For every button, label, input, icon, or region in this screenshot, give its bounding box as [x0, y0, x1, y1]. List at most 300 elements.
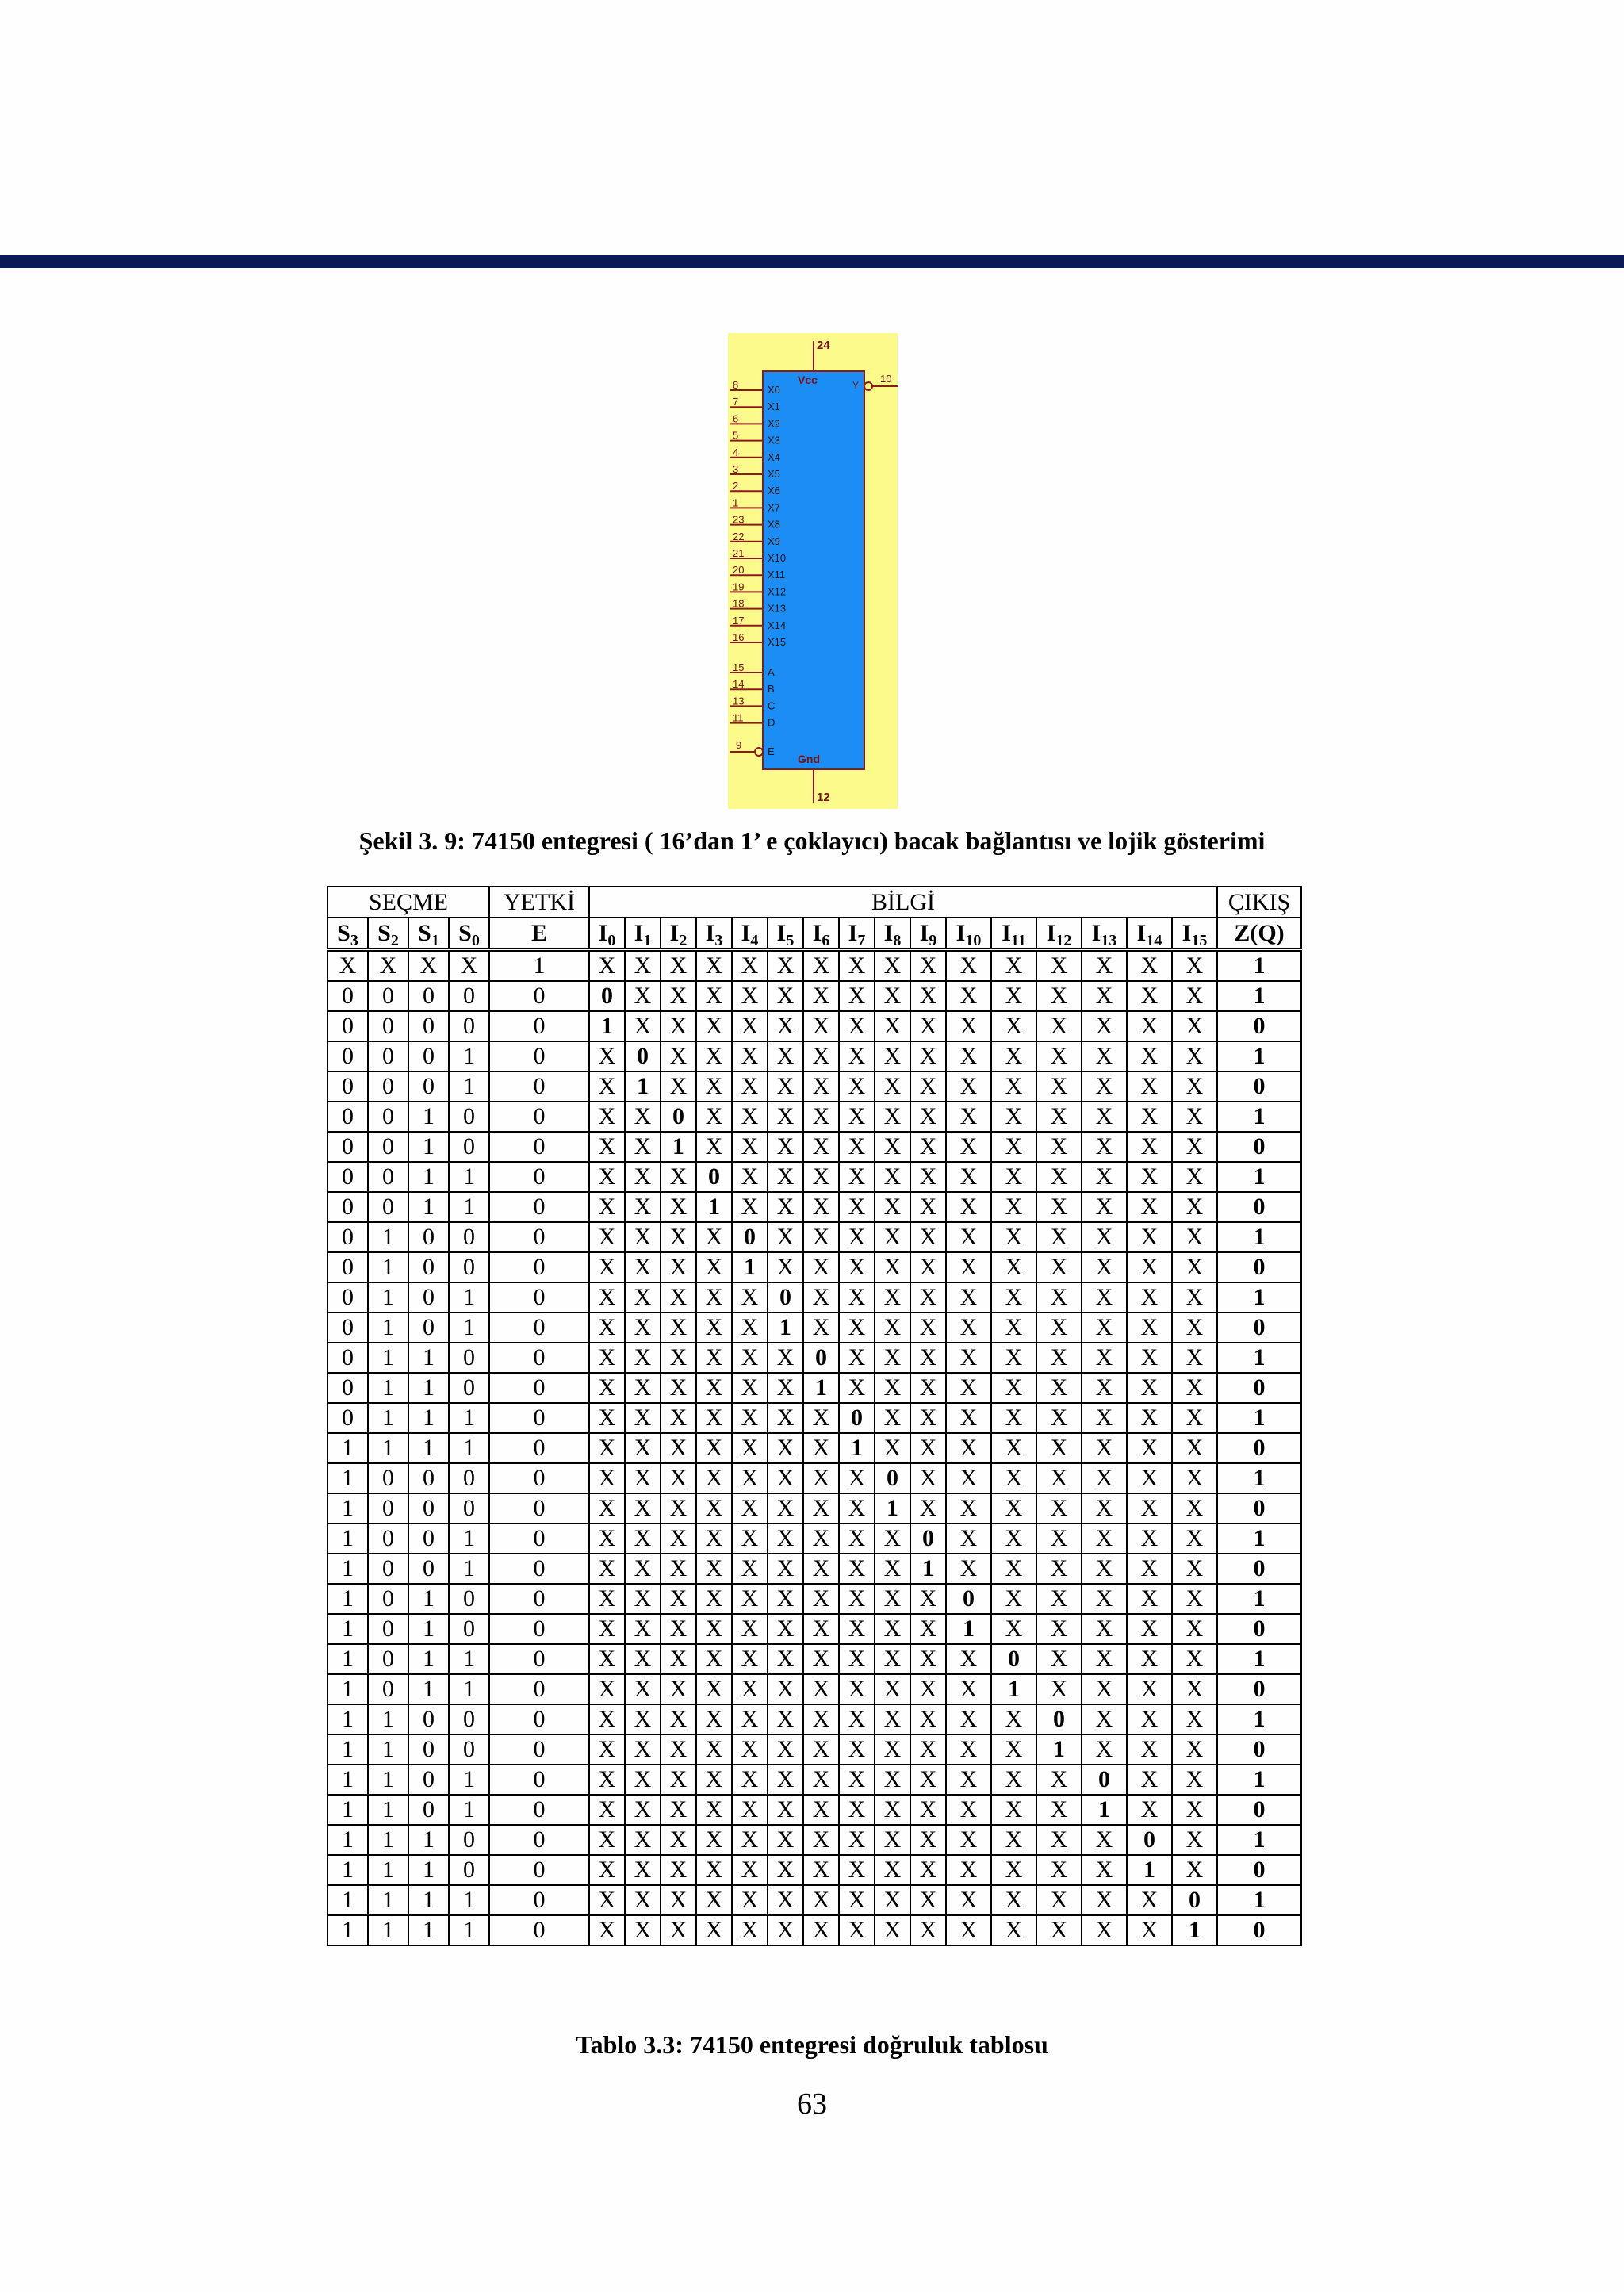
data-cell: X [625, 1524, 661, 1554]
select-cell: 1 [368, 1403, 408, 1433]
output-cell: 0 [1217, 1132, 1301, 1162]
data-cell: X [732, 1102, 768, 1132]
data-cell: 1 [1036, 1734, 1082, 1765]
data-cell: X [732, 1373, 768, 1403]
data-cell: X [661, 1282, 696, 1313]
enable-cell: 0 [489, 1765, 589, 1795]
header-i2: $I_2$ [661, 918, 696, 950]
table-row [327, 1644, 1301, 1674]
data-cell: X [991, 1795, 1036, 1825]
data-cell: X [1082, 1041, 1127, 1071]
select-cell: 1 [449, 1524, 489, 1554]
data-cell: X [1127, 1765, 1172, 1795]
data-cell: X [991, 1433, 1036, 1463]
data-pin-x1-number: 7 [733, 396, 739, 408]
data-pin-x2-label: X2 [768, 417, 780, 430]
data-cell: X [839, 950, 875, 982]
data-cell: X [910, 1282, 946, 1313]
enable-cell: 0 [489, 1222, 589, 1252]
data-cell: X [661, 1614, 696, 1644]
select-cell: 1 [449, 1765, 489, 1795]
select-cell: 0 [368, 1162, 408, 1192]
data-pin-x12-number: 19 [733, 581, 745, 593]
data-cell: X [661, 1463, 696, 1493]
data-cell: X [803, 1765, 839, 1795]
data-cell: 1 [1172, 1915, 1217, 1945]
data-cell: X [661, 1162, 696, 1192]
data-cell: X [732, 1734, 768, 1765]
output-cell: 1 [1217, 1282, 1301, 1313]
data-cell: X [910, 1102, 946, 1132]
table-row [327, 1102, 1301, 1132]
select-cell: X [408, 950, 449, 982]
data-cell: X [589, 1403, 625, 1433]
enable-cell: 0 [489, 1011, 589, 1041]
data-cell: X [839, 1132, 875, 1162]
data-cell: X [875, 1071, 910, 1102]
data-cell: X [589, 1674, 625, 1704]
output-cell: 1 [1217, 1765, 1301, 1795]
select-cell: 1 [327, 1765, 368, 1795]
enable-cell: 0 [489, 1855, 589, 1885]
data-cell: X [803, 1644, 839, 1674]
data-cell: X [875, 1282, 910, 1313]
data-cell: X [910, 1041, 946, 1071]
select-cell: 0 [449, 1373, 489, 1403]
data-cell: X [910, 1071, 946, 1102]
output-cell: 0 [1217, 1734, 1301, 1765]
data-cell: X [768, 1071, 803, 1102]
data-cell: X [1082, 1493, 1127, 1524]
data-cell: X [1036, 1373, 1082, 1403]
data-cell: X [625, 1403, 661, 1433]
select-cell: 0 [449, 1343, 489, 1373]
select-cell: 0 [368, 1524, 408, 1554]
data-cell: 1 [696, 1192, 732, 1222]
data-cell: X [1172, 1343, 1217, 1373]
table-row [327, 950, 1301, 982]
data-cell: X [803, 1433, 839, 1463]
data-cell: X [1036, 1252, 1082, 1282]
data-cell: X [1082, 1192, 1127, 1222]
data-cell: X [875, 1614, 910, 1644]
data-cell: X [1127, 1493, 1172, 1524]
data-cell: X [661, 1825, 696, 1855]
output-label: Y [852, 380, 860, 391]
data-cell: X [910, 1011, 946, 1041]
data-cell: X [803, 1162, 839, 1192]
data-cell: X [661, 1343, 696, 1373]
data-cell: X [696, 1915, 732, 1945]
data-pin-x11-label: X11 [768, 569, 786, 581]
data-cell: X [1127, 1132, 1172, 1162]
table-row [327, 1252, 1301, 1282]
select-cell: 1 [449, 1885, 489, 1915]
table-row [327, 1162, 1301, 1192]
table-row [327, 1855, 1301, 1885]
output-cell: 1 [1217, 1885, 1301, 1915]
data-pin-x11-number: 20 [733, 564, 745, 577]
vcc-pin-number: 24 [817, 339, 830, 352]
data-cell: X [1082, 1132, 1127, 1162]
data-cell: X [661, 981, 696, 1011]
data-cell: X [1172, 1282, 1217, 1313]
select-cell: 0 [449, 1825, 489, 1855]
data-cell: X [768, 1373, 803, 1403]
select-cell: 1 [408, 1915, 449, 1945]
data-cell: X [1082, 1463, 1127, 1493]
header-i13: $I_{13}$ [1082, 918, 1127, 950]
data-cell: X [589, 1041, 625, 1071]
data-cell: X [875, 1403, 910, 1433]
data-cell: X [946, 1071, 991, 1102]
select-cell: 1 [449, 1071, 489, 1102]
data-cell: X [1036, 1584, 1082, 1614]
select-cell: 0 [368, 1132, 408, 1162]
data-cell: X [732, 1463, 768, 1493]
table-row [327, 1493, 1301, 1524]
data-cell: X [625, 1825, 661, 1855]
data-cell: X [661, 1313, 696, 1343]
data-cell: X [696, 1433, 732, 1463]
data-cell: X [839, 1734, 875, 1765]
select-cell: 0 [449, 1584, 489, 1614]
data-cell: X [1036, 1071, 1082, 1102]
data-cell: X [803, 1734, 839, 1765]
data-cell: X [625, 1102, 661, 1132]
data-cell: X [946, 1252, 991, 1282]
select-pin-b-label: B [768, 683, 775, 696]
data-cell: X [946, 1222, 991, 1252]
data-cell: X [803, 1313, 839, 1343]
data-cell: X [991, 1463, 1036, 1493]
data-cell: X [875, 1644, 910, 1674]
select-cell: 1 [327, 1825, 368, 1855]
select-cell: 1 [368, 1825, 408, 1855]
data-cell: X [946, 1825, 991, 1855]
data-cell: X [1172, 1192, 1217, 1222]
data-cell: X [661, 1373, 696, 1403]
data-cell: X [1082, 1071, 1127, 1102]
select-cell: 1 [408, 1644, 449, 1674]
data-cell: X [910, 1885, 946, 1915]
data-cell: X [1036, 1614, 1082, 1644]
select-cell: 1 [449, 1644, 489, 1674]
select-cell: 1 [449, 1313, 489, 1343]
gnd-pin-number: 12 [817, 791, 830, 804]
data-pin-x15-label: X15 [768, 636, 787, 648]
data-cell: X [1127, 1071, 1172, 1102]
data-cell: 1 [589, 1011, 625, 1041]
select-cell: 1 [327, 1674, 368, 1704]
data-cell: X [589, 1071, 625, 1102]
output-cell: 1 [1217, 981, 1301, 1011]
select-cell: 1 [368, 1282, 408, 1313]
data-cell: X [625, 1554, 661, 1584]
data-cell: X [732, 1282, 768, 1313]
data-cell: X [696, 1313, 732, 1343]
data-cell: 0 [1036, 1704, 1082, 1734]
enable-cell: 0 [489, 1282, 589, 1313]
data-cell: X [1036, 1463, 1082, 1493]
data-cell: 0 [946, 1584, 991, 1614]
data-cell: X [1036, 1915, 1082, 1945]
data-cell: X [839, 1071, 875, 1102]
select-cell: 1 [449, 1282, 489, 1313]
data-cell: X [991, 1373, 1036, 1403]
data-cell: X [768, 1162, 803, 1192]
data-cell: X [1082, 1011, 1127, 1041]
select-cell: 0 [368, 1041, 408, 1071]
select-cell: 1 [408, 1885, 449, 1915]
data-cell: X [589, 1704, 625, 1734]
data-cell: X [696, 1704, 732, 1734]
data-cell: X [946, 1885, 991, 1915]
data-cell: X [875, 1704, 910, 1734]
data-cell: X [991, 1313, 1036, 1343]
data-cell: X [768, 1765, 803, 1795]
data-cell: X [946, 1343, 991, 1373]
data-cell: X [839, 1192, 875, 1222]
header-i12: $I_{12}$ [1036, 918, 1082, 950]
select-cell: 1 [408, 1162, 449, 1192]
data-cell: X [696, 1614, 732, 1644]
data-cell: X [839, 1343, 875, 1373]
select-cell: 0 [449, 1252, 489, 1282]
data-pin-x7-label: X7 [768, 501, 780, 514]
data-cell: X [946, 1433, 991, 1463]
data-cell: X [803, 1885, 839, 1915]
data-cell: X [732, 950, 768, 982]
data-cell: X [1172, 1765, 1217, 1795]
data-cell: X [910, 1373, 946, 1403]
data-cell: X [1082, 1252, 1127, 1282]
header-i1: $I_1$ [625, 918, 661, 950]
enable-cell: 0 [489, 1795, 589, 1825]
data-pin-x5-number: 3 [733, 463, 739, 475]
data-cell: 1 [732, 1252, 768, 1282]
header-i15: $I_{15}$ [1172, 918, 1217, 950]
data-cell: X [1036, 1041, 1082, 1071]
select-cell: 1 [368, 1734, 408, 1765]
select-cell: 0 [327, 1222, 368, 1252]
data-pin-x9-label: X9 [768, 535, 780, 547]
select-cell: 0 [368, 1644, 408, 1674]
output-cell: 1 [1217, 1644, 1301, 1674]
data-pin-x10-label: X10 [768, 552, 787, 564]
data-cell: X [589, 1493, 625, 1524]
data-cell: 1 [803, 1373, 839, 1403]
data-cell: X [991, 1162, 1036, 1192]
select-cell: 0 [368, 1463, 408, 1493]
data-cell: X [875, 1855, 910, 1885]
data-cell: X [991, 1524, 1036, 1554]
data-cell: X [625, 1885, 661, 1915]
data-cell: X [1036, 1524, 1082, 1554]
data-cell: X [768, 950, 803, 982]
data-cell: X [910, 1313, 946, 1343]
select-cell: 0 [368, 1192, 408, 1222]
data-cell: X [1082, 1825, 1127, 1855]
data-cell: X [1127, 1524, 1172, 1554]
data-cell: X [1172, 1614, 1217, 1644]
data-cell: X [589, 1162, 625, 1192]
data-cell: X [589, 1102, 625, 1132]
data-cell: X [768, 1403, 803, 1433]
data-cell: X [696, 1403, 732, 1433]
select-cell: 1 [449, 1674, 489, 1704]
data-cell: X [1172, 1433, 1217, 1463]
data-cell: X [732, 1162, 768, 1192]
data-cell: X [803, 1252, 839, 1282]
data-cell: X [946, 1102, 991, 1132]
data-cell: X [803, 1524, 839, 1554]
header-s1: $S_1$ [408, 918, 449, 950]
data-pin-x14-label: X14 [768, 619, 787, 631]
select-pin-c-label: C [768, 699, 776, 712]
select-cell: 1 [327, 1493, 368, 1524]
table-row [327, 1795, 1301, 1825]
select-cell: 1 [327, 1524, 368, 1554]
table-row [327, 1282, 1301, 1313]
data-cell: X [696, 1493, 732, 1524]
output-cell: 1 [1217, 1041, 1301, 1071]
data-cell: X [1036, 1644, 1082, 1674]
select-cell: 1 [368, 1252, 408, 1282]
data-cell: X [589, 1192, 625, 1222]
data-cell: X [768, 1252, 803, 1282]
data-cell: X [1127, 1373, 1172, 1403]
select-cell: X [368, 950, 408, 982]
data-cell: X [661, 950, 696, 982]
data-cell: X [661, 1855, 696, 1885]
output-cell: 0 [1217, 1373, 1301, 1403]
select-cell: 0 [408, 1463, 449, 1493]
data-cell: X [839, 1102, 875, 1132]
table-row [327, 1343, 1301, 1373]
data-cell: X [661, 1674, 696, 1704]
select-cell: 1 [449, 1403, 489, 1433]
data-cell: X [625, 1162, 661, 1192]
select-cell: 1 [449, 1915, 489, 1945]
data-cell: X [1082, 981, 1127, 1011]
data-cell: X [768, 1674, 803, 1704]
select-cell: 0 [327, 1132, 368, 1162]
data-cell: X [589, 1524, 625, 1554]
data-cell: X [991, 981, 1036, 1011]
output-cell: 1 [1217, 1524, 1301, 1554]
data-cell: X [661, 1885, 696, 1915]
data-cell: X [732, 1192, 768, 1222]
data-pin-x8-number: 23 [733, 513, 745, 526]
select-cell: 1 [408, 1192, 449, 1222]
data-cell: X [991, 1403, 1036, 1433]
table-row [327, 1704, 1301, 1734]
truth-table-container [327, 886, 1302, 1946]
data-cell: X [768, 1734, 803, 1765]
data-cell: X [946, 1704, 991, 1734]
data-cell: X [910, 1734, 946, 1765]
data-cell: X [768, 1855, 803, 1885]
data-cell: X [696, 1282, 732, 1313]
table-row [327, 1765, 1301, 1795]
data-pin-x1-label: X1 [768, 401, 780, 413]
enable-cell: 0 [489, 1524, 589, 1554]
data-cell: X [589, 1132, 625, 1162]
table-row [327, 1734, 1301, 1765]
data-cell: X [768, 1614, 803, 1644]
data-cell: X [1172, 1493, 1217, 1524]
data-cell: X [803, 1493, 839, 1524]
enable-cell: 0 [489, 1192, 589, 1222]
data-cell: X [991, 1554, 1036, 1584]
data-cell: 1 [839, 1433, 875, 1463]
data-cell: X [661, 1252, 696, 1282]
header-i14: $I_{14}$ [1127, 918, 1172, 950]
data-cell: X [875, 1554, 910, 1584]
data-cell: X [1127, 950, 1172, 982]
data-cell: X [875, 1102, 910, 1132]
data-cell: X [661, 1222, 696, 1252]
table-row [327, 1584, 1301, 1614]
data-cell: X [839, 1915, 875, 1945]
select-pin-b-number: 14 [733, 678, 745, 691]
data-cell: X [991, 1282, 1036, 1313]
select-cell: 1 [327, 1795, 368, 1825]
data-cell: X [625, 1493, 661, 1524]
data-cell: X [625, 1855, 661, 1885]
data-cell: X [910, 1433, 946, 1463]
data-cell: X [1172, 1132, 1217, 1162]
data-cell: X [910, 1132, 946, 1162]
data-cell: X [1172, 1795, 1217, 1825]
data-cell: X [732, 1343, 768, 1373]
data-cell: X [661, 1765, 696, 1795]
data-cell: X [991, 1132, 1036, 1162]
select-cell: 1 [368, 1343, 408, 1373]
data-pin-x13-number: 18 [733, 597, 745, 610]
data-cell: X [839, 1222, 875, 1252]
data-cell: X [910, 1765, 946, 1795]
data-cell: 0 [589, 981, 625, 1011]
select-cell: 1 [408, 1433, 449, 1463]
group-header-yetki: YETKİ [489, 887, 589, 918]
data-cell: X [768, 1704, 803, 1734]
enable-cell: 0 [489, 1162, 589, 1192]
data-cell: X [732, 1765, 768, 1795]
data-cell: 1 [991, 1674, 1036, 1704]
data-cell: X [1036, 1554, 1082, 1584]
data-cell: X [910, 1915, 946, 1945]
data-cell: X [589, 1855, 625, 1885]
data-cell: X [875, 1584, 910, 1614]
data-pin-x4-label: X4 [768, 450, 780, 463]
data-cell: X [803, 1795, 839, 1825]
data-cell: X [625, 981, 661, 1011]
data-cell: X [696, 1102, 732, 1132]
data-cell: X [696, 1524, 732, 1554]
data-cell: X [768, 1644, 803, 1674]
data-cell: X [839, 1644, 875, 1674]
header-i0: $I_0$ [589, 918, 625, 950]
data-cell: X [1172, 1011, 1217, 1041]
table-row [327, 1614, 1301, 1644]
data-cell: X [803, 1855, 839, 1885]
data-cell: X [991, 950, 1036, 982]
select-cell: 1 [449, 1041, 489, 1071]
enable-cell: 0 [489, 1252, 589, 1282]
data-cell: X [910, 1463, 946, 1493]
